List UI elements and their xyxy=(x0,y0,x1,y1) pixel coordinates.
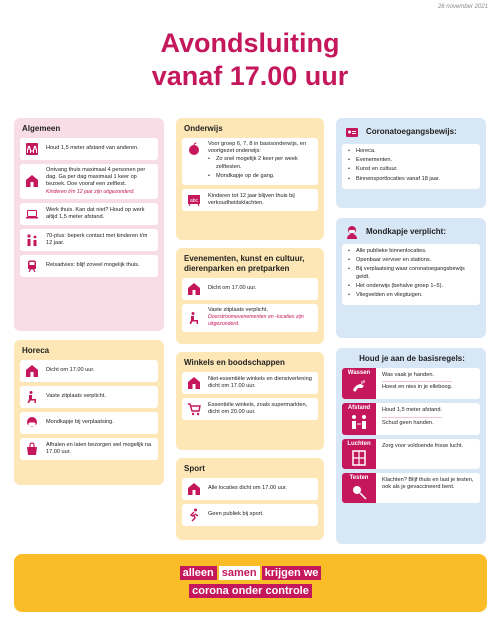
laptop-icon xyxy=(24,206,40,222)
slogan-word: corona onder controle xyxy=(189,584,312,598)
cart-icon xyxy=(186,401,202,417)
slogan-word: krijgen we xyxy=(262,566,322,580)
horeca-item-text: Afhalen en laten bezorgen wel mogelijk na 17.00 uur. xyxy=(46,441,152,455)
winkels-item-text: Niet-essentiële winkels en dienstverlening dicht om 17.00 uur. xyxy=(208,375,312,389)
list-item xyxy=(182,398,318,420)
rule-label: Testen xyxy=(349,474,369,481)
rule-label: Wassen xyxy=(347,370,371,376)
slogan-word: samen xyxy=(219,566,260,580)
coronapas-card xyxy=(336,118,486,208)
rule-testen xyxy=(342,473,480,503)
horeca-card xyxy=(14,340,164,485)
algemeen-item-note: Kinderen t/m 12 jaar zijn uitgezonderd. xyxy=(46,188,135,195)
distance-icon xyxy=(350,413,368,431)
rule-text: Schud geen handen. xyxy=(382,419,434,426)
horeca-heading: Horeca xyxy=(22,346,50,355)
running-icon xyxy=(186,507,202,523)
house-icon xyxy=(186,481,202,497)
distance-icon xyxy=(24,141,40,157)
coronapas-heading: Coronatoegangsbewijs: xyxy=(366,127,457,136)
id-card-icon xyxy=(344,124,360,140)
list-item: • Het onderwijs (behalve groep 1–5). xyxy=(348,283,474,290)
mask-person-icon xyxy=(344,224,360,240)
basisregels-card xyxy=(336,348,486,544)
list-item: • Binnensportlocaties vanaf 18 jaar. xyxy=(348,176,474,183)
apple-icon xyxy=(186,141,202,157)
list-item: • Mondkapje op de gang. xyxy=(208,173,314,180)
algemeen-item-text: Houd 1,5 meter afstand van anderen. xyxy=(46,145,139,152)
list-item: • Bij verplaatsing waar coronatoegangsbewijs geldt. xyxy=(348,266,474,280)
svg-text:abc: abc xyxy=(189,198,199,205)
chair-icon xyxy=(24,389,40,405)
sport-item-text: Alle locaties dicht om 17.00 uur. xyxy=(208,485,287,492)
rule-luchten xyxy=(342,439,480,469)
list-item xyxy=(20,360,158,382)
onderwijs-item-text: Kinderen tot 12 jaar blijven thuis bij verkoudheidsklachten. xyxy=(208,192,295,207)
test-icon xyxy=(350,483,368,501)
list-item xyxy=(182,504,318,526)
list-item xyxy=(182,478,318,500)
rule-text: Zorg voor voldoende frisse lucht. xyxy=(382,442,464,449)
rule-afstand xyxy=(342,403,480,434)
list-item xyxy=(20,255,158,277)
list-item xyxy=(20,138,158,160)
mask-icon xyxy=(24,415,40,431)
algemeen-heading: Algemeen xyxy=(22,124,61,133)
page-title-line1: Avondsluiting xyxy=(160,28,340,58)
mondkapje-heading: Mondkapje verplicht: xyxy=(366,227,447,236)
algemeen-item-text: Ontvang thuis maximaal 4 personen per dag. Ga per dag maximaal 1 keer op bezoek. Doe vooraf een zelftest. xyxy=(46,167,146,188)
slogan-word: alleen xyxy=(180,566,217,580)
kunst-item-text: Dicht om 17.00 uur. xyxy=(208,285,257,292)
mondkapje-list xyxy=(342,244,480,305)
algemeen-item-text: Reisadvies: blijf zoveel mogelijk thuis. xyxy=(46,262,140,269)
kunst-card xyxy=(176,248,324,344)
rule-text: Was vaak je handen. xyxy=(382,372,452,382)
list-item xyxy=(182,278,318,300)
onderwijs-item-text: Voor groep 6, 7, 8 in basisonderwijs, en voortgezet onderwijs: xyxy=(208,141,306,155)
horeca-item-text: Mondkapje bij verplaatsing. xyxy=(46,419,114,426)
horeca-item-text: Dicht om 17.00 uur. xyxy=(46,367,95,374)
winkels-card xyxy=(176,352,324,450)
abc-icon xyxy=(186,192,202,208)
rule-wassen xyxy=(342,368,480,399)
slogan-banner xyxy=(14,554,487,612)
rule-text: Klachten? Blijf thuis en laat je testen, ook als je gevaccineerd bent. xyxy=(382,476,474,491)
train-icon xyxy=(24,258,40,274)
list-item: • Evenementen. xyxy=(348,157,474,164)
list-item: • Vliegvelden en vliegtuigen. xyxy=(348,292,474,299)
rule-label: Afstand xyxy=(347,405,371,412)
list-item xyxy=(20,386,158,408)
onderwijs-bullets xyxy=(208,155,314,180)
list-item xyxy=(20,203,158,225)
elderly-icon xyxy=(24,232,40,248)
wash-hands-icon xyxy=(350,378,368,396)
algemeen-item-text: 70-plus: beperk contact met kinderen t/m 12 jaar. xyxy=(46,232,148,246)
sport-heading: Sport xyxy=(184,464,205,473)
list-item: • Zo snel mogelijk 2 keer per week zelftesten. xyxy=(208,156,314,170)
list-item: • Alle publieke binnenlocaties. xyxy=(348,248,474,255)
list-item xyxy=(20,438,158,460)
sport-item-text: Geen publiek bij sport. xyxy=(208,511,264,518)
list-item xyxy=(182,372,318,394)
list-item: • Kunst en cultuur. xyxy=(348,166,474,173)
house-icon xyxy=(24,363,40,379)
rule-text: Houd 1,5 meter afstand. xyxy=(382,407,442,417)
house-icon xyxy=(186,281,202,297)
list-item xyxy=(182,304,318,332)
mondkapje-card xyxy=(336,218,486,338)
list-item: • Horeca. xyxy=(348,148,474,155)
house-icon xyxy=(186,375,202,391)
list-item xyxy=(182,138,318,185)
algemeen-card xyxy=(14,118,164,331)
window-icon xyxy=(350,449,368,467)
coronapas-list xyxy=(342,144,480,189)
winkels-heading: Winkels en boodschappen xyxy=(184,358,285,367)
kunst-heading: Evenementen, kunst en cultuur, dierenparken en pretparken xyxy=(184,254,305,273)
rule-text: Hoest en nies in je elleboog. xyxy=(382,384,453,391)
house-icon xyxy=(24,173,40,189)
algemeen-item-text: Werk thuis. Kan dat niet? Houd op werk altijd 1,5 meter afstand. xyxy=(46,206,145,220)
list-item: • Openbaar vervoer en stations. xyxy=(348,257,474,264)
basisregels-heading: Houd je aan de basisregels: xyxy=(359,354,465,363)
onderwijs-card xyxy=(176,118,324,240)
list-item xyxy=(20,229,158,251)
rule-label: Luchten xyxy=(347,440,371,447)
list-item xyxy=(20,412,158,434)
sport-card xyxy=(176,458,324,540)
list-item xyxy=(20,164,158,199)
kunst-item-note: Doorstroomevenementen en -locaties zijn uitgezonderd. xyxy=(208,314,304,328)
horeca-item-text: Vaste zitplaats verplicht. xyxy=(46,393,106,400)
kunst-item-text: Vaste zitplaats verplicht. xyxy=(208,307,268,313)
list-item xyxy=(182,189,318,211)
onderwijs-heading: Onderwijs xyxy=(184,124,223,133)
takeaway-icon xyxy=(24,441,40,457)
winkels-item-text: Essentiële winkels, zoals supermarkten, dicht om 20.00 uur. xyxy=(208,401,308,415)
page-title-line2: vanaf 17.00 uur xyxy=(151,61,349,91)
date-label: 26 november 2021 xyxy=(437,4,488,10)
chair-icon xyxy=(186,310,202,326)
